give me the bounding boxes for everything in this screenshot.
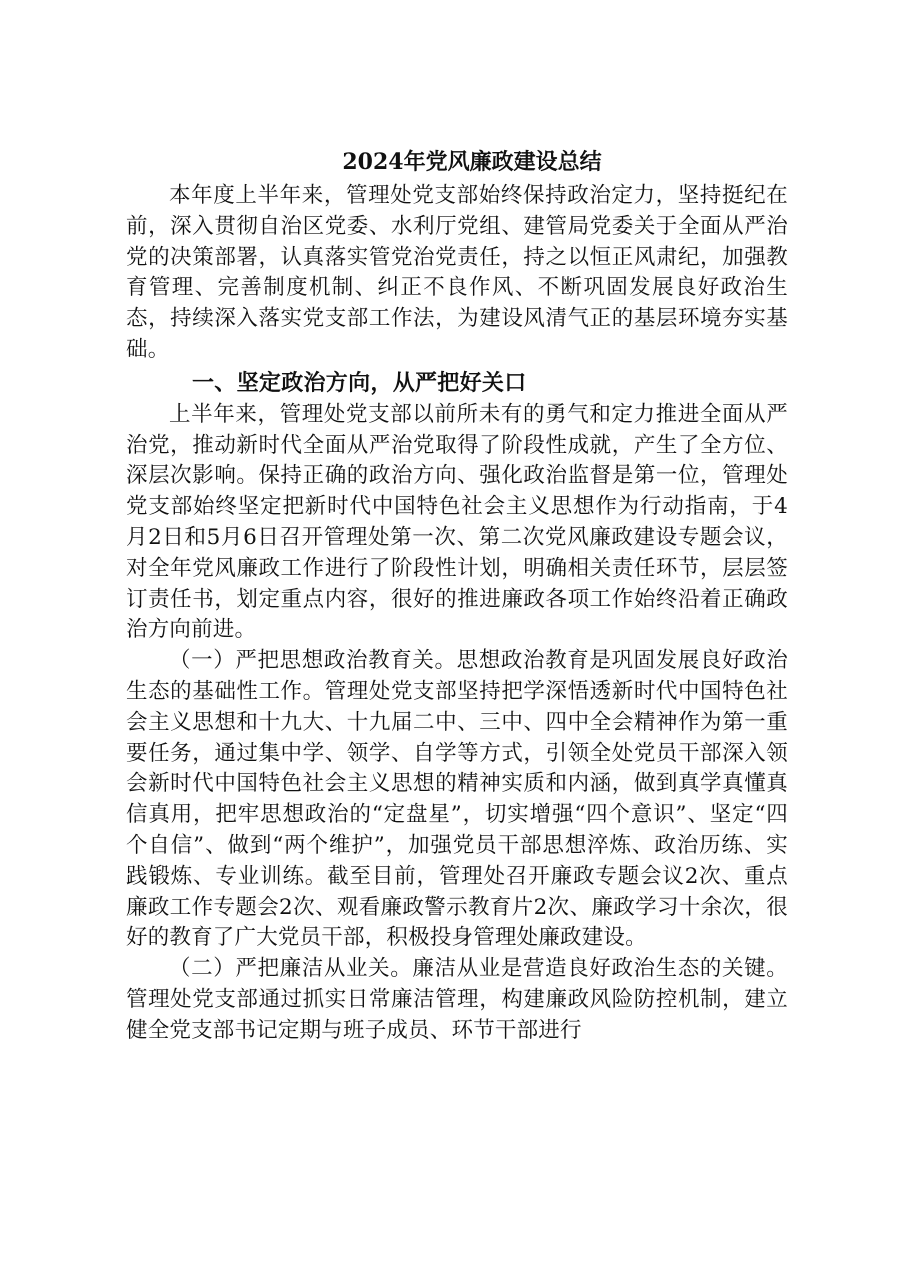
paragraph-subsection-2: （二）严把廉洁从业关。廉洁从业是营造良好政治生态的关键。管理处党支部通过抓实日常廉洁管理，构建廉政风险防控机制，建立健全党支部书记定期与班子成员、环节干部进行 [126,956,788,1043]
document-body [126,145,788,1047]
section-heading-1: 一、坚定政治方向，从严把好关口 [192,369,527,396]
document-title: 2024年党风廉政建设总结 [342,149,602,175]
paragraph-section-1: 上半年来，管理处党支部以前所未有的勇气和定力推进全面从严治党，推动新时代全面从严治党取得了阶段性成就，产生了全方位、深层次影响。保持正确的政治方向、强化政治监督是第一位，管理处党支部始终坚定把新时代中国特色社会主义思想作为行动指南，于4月2日和5月6日召开管理处第一次、第二次党风廉政建设专题会议，对全年党风廉政工作进行了阶段性计划，明确相关责任环节，层层签订责任书，划定重点内容，很好的推进廉政各项工作始终沿着正确政治方向前进。 [126,401,788,643]
paragraph-intro: 本年度上半年来，管理处党支部始终保持政治定力，坚持挺纪在前，深入贯彻自治区党委、水利厅党组、建管局党委关于全面从严治党的决策部署，认真落实管党治党责任，持之以恒正风肃纪，加强教育管理、完善制度机制、纠正不良作风、不断巩固发展良好政治生态，持续深入落实党支部工作法，为建设风清气正的基层环境夯实基础。 [126,183,788,362]
paragraph-subsection-1: （一）严把思想政治教育关。思想政治教育是巩固发展良好政治生态的基础性工作。管理处党支部坚持把学深悟透新时代中国特色社会主义思想和十九大、十九届二中、三中、四中全会精神作为第一重要任务，通过集中学、领学、自学等方式，引领全处党员干部深入领会新时代中国特色社会主义思想的精神实质和内涵，做到真学真懂真信真用，把牢思想政治的“定盘星”，切实增强“四个意识”、坚定“四个自信”、做到“两个维护”，加强党员干部思想淬炼、政治历练、实践锻炼、专业训练。截至目前，管理处召开廉政专题会议2次、重点廉政工作专题会2次、观看廉政警示教育片2次、廉政学习十余次，很好的教育了广大党员干部，积极投身管理处廉政建设。 [126,648,788,951]
